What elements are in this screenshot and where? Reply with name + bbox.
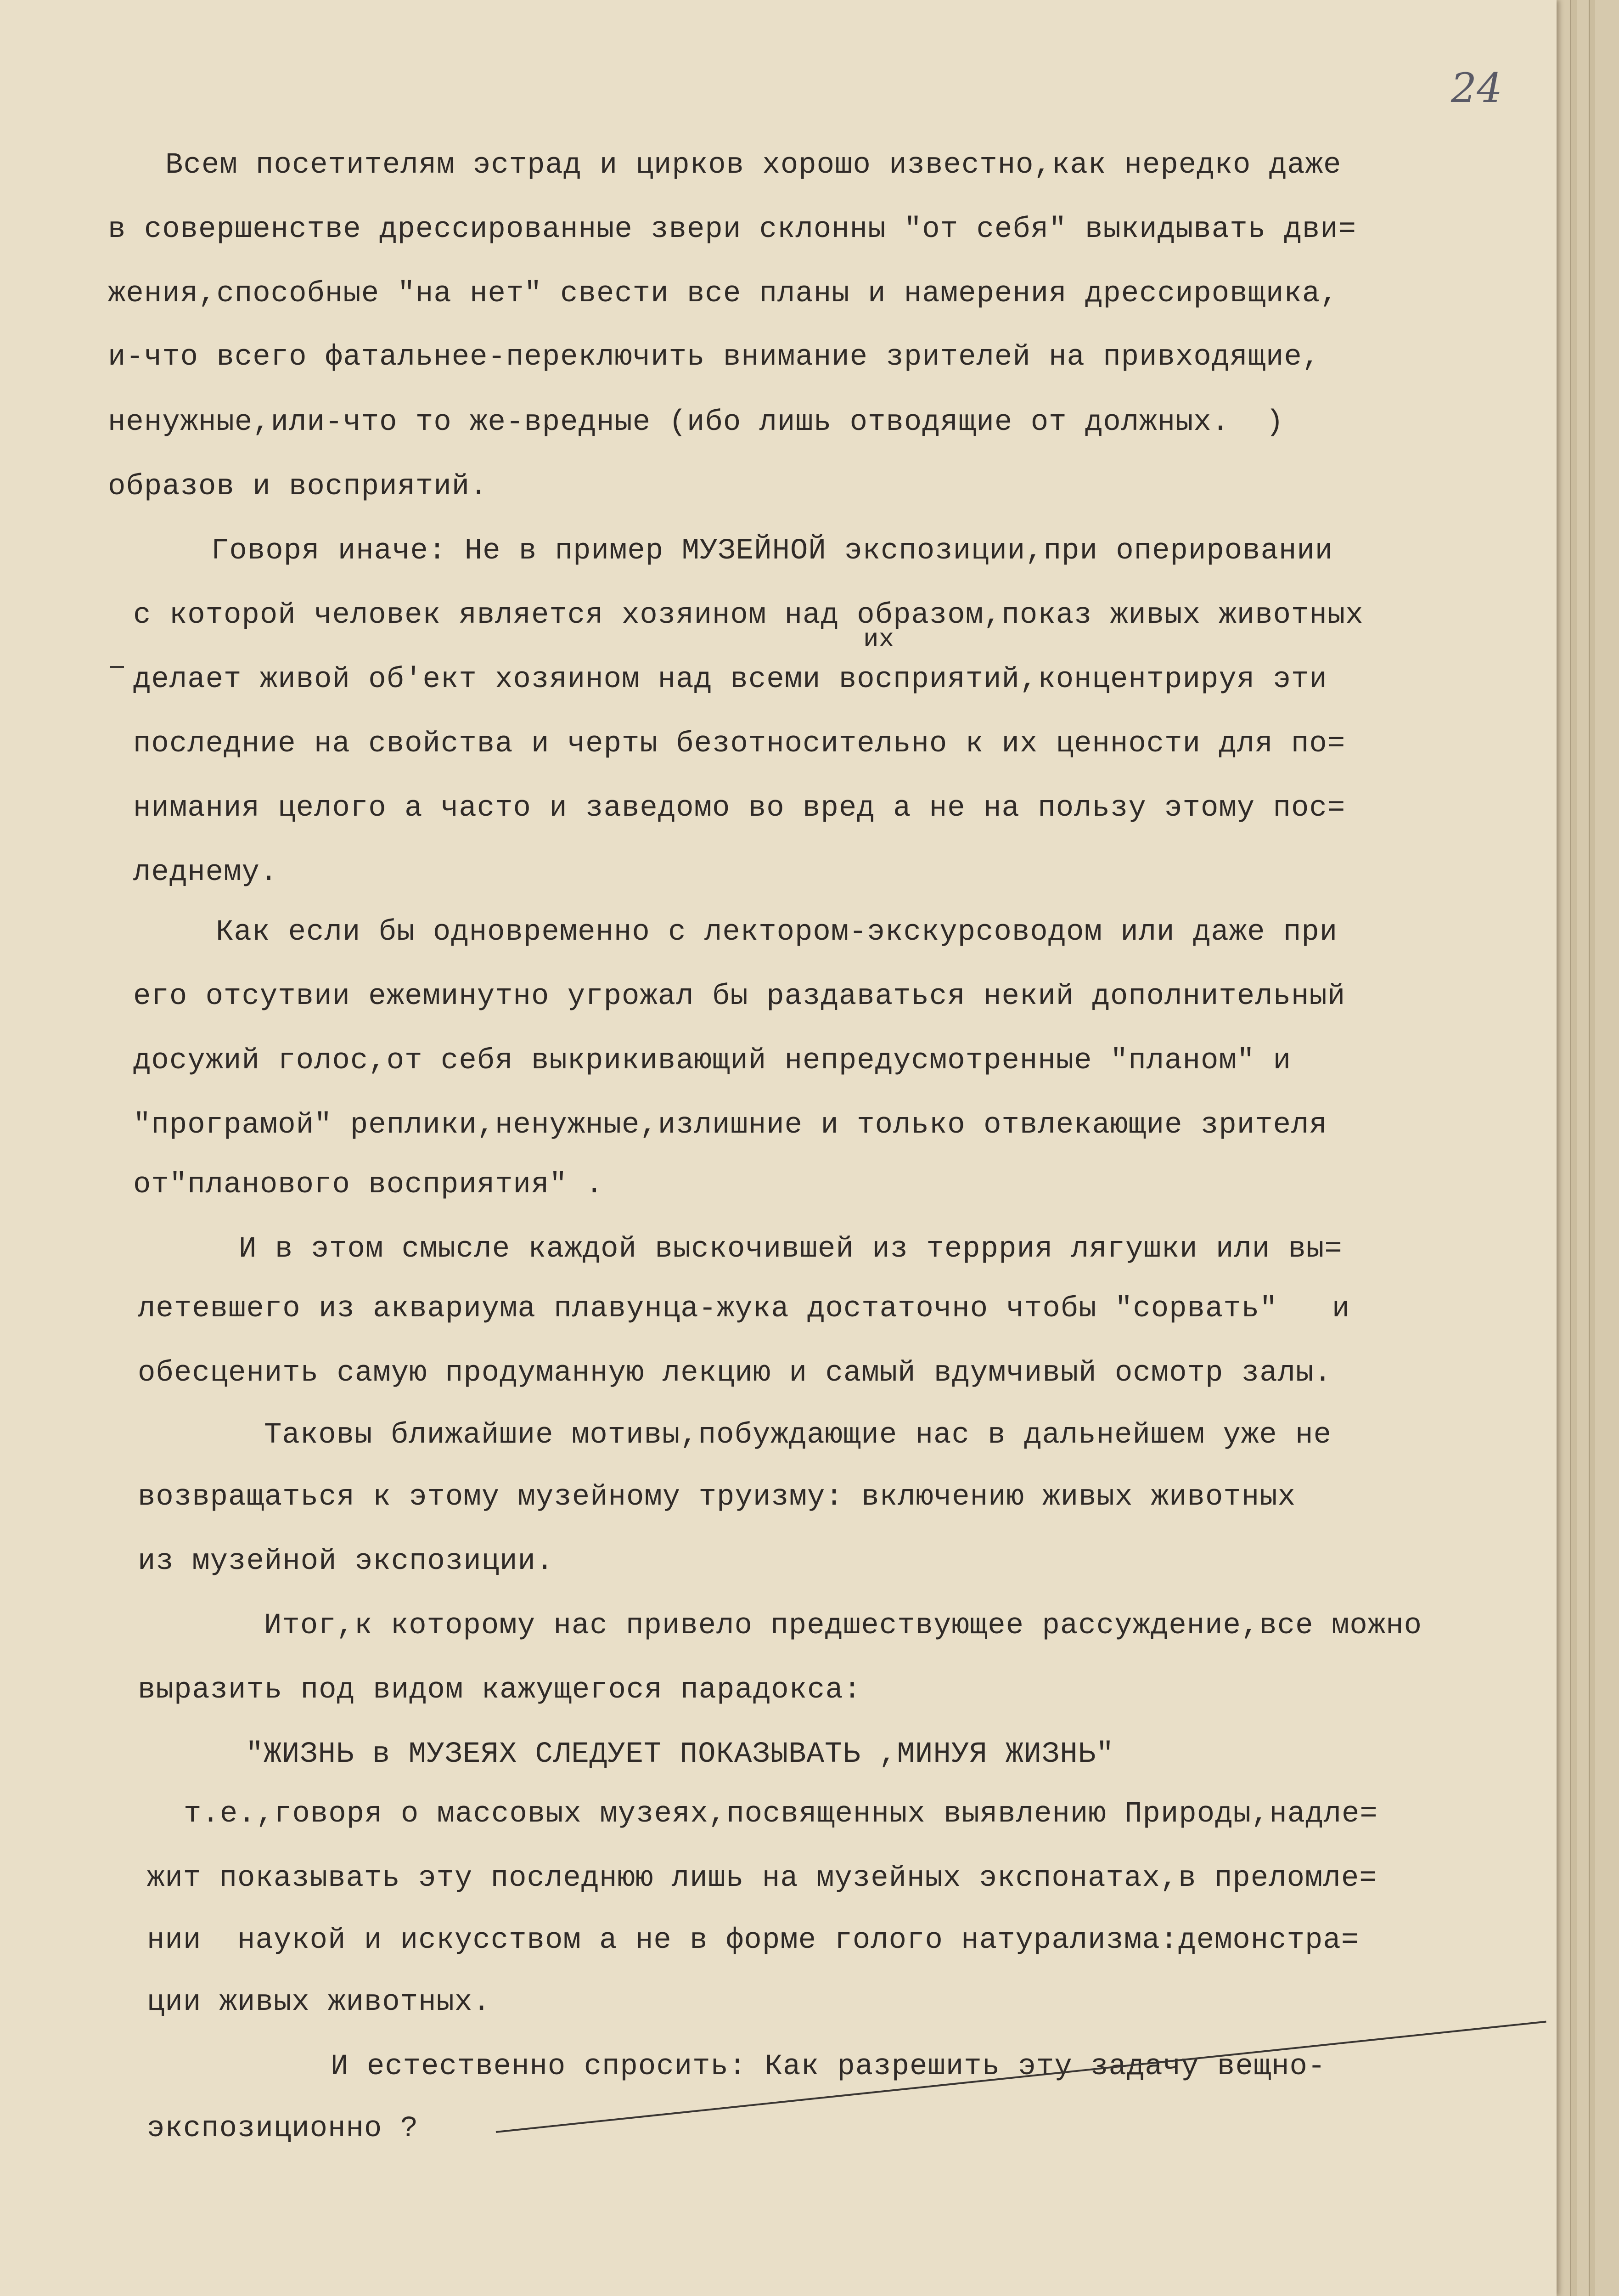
- handwritten-insertion: их: [863, 625, 894, 654]
- text-line: жит показывать эту последнюю лишь на музейных экспонатах,в преломле=: [147, 1862, 1377, 1895]
- text-line: летевшего из аквариума плавунца-жука достаточно чтобы "сорвать" и: [138, 1292, 1350, 1326]
- text-line: нии наукой и искусством а не в форме голого натурализма:демонстра=: [147, 1924, 1360, 1957]
- text-line: "програмой" реплики,ненужные,излишние и только отвлекающие зрителя: [133, 1109, 1327, 1142]
- text-line: И в этом смысле каждой выскочившей из терррия лягушки или вы=: [239, 1233, 1343, 1266]
- page-edge: [1570, 0, 1577, 2296]
- text-line: И естественно спросить: Как разрешить эту задачу вещно-: [331, 2050, 1326, 2083]
- text-line: Итог,к которому нас привело предшествующее рассуждение,все можно: [264, 1609, 1422, 1642]
- text-line: досужий голос,от себя выкрикивающий непредусмотренные "планом" и: [133, 1044, 1291, 1077]
- text-line: последние на свойства и черты безотносительно к их ценности для по=: [133, 728, 1346, 761]
- text-line: Таковы ближайшие мотивы,побуждающие нас в дальнейшем уже не: [264, 1419, 1332, 1452]
- text-line: выразить под видом кажущегося парадокса:: [138, 1674, 862, 1707]
- pen-stroke: [110, 666, 124, 668]
- text-line: т.е.,говоря о массовых музеях,посвященных выявлению Природы,надле=: [184, 1798, 1378, 1831]
- text-line: из музейной экспозиции.: [138, 1545, 554, 1578]
- text-line: и-что всего фатальнее-переключить внимание зрителей на привходящие,: [108, 341, 1321, 374]
- text-line: Всем посетителям эстрад и цирков хорошо известно,как нередко даже: [165, 149, 1342, 182]
- text-line: леднему.: [133, 856, 278, 889]
- text-line: ненужные,или-что то же-вредные (ибо лишь отводящие от должных. ): [108, 406, 1284, 439]
- text-line: делает живой об'ект хозяином над всеми восприятий,концентрируя эти: [133, 663, 1327, 696]
- text-line: в совершенстве дрессированные звери склонны "от себя" выкидывать дви=: [108, 213, 1357, 246]
- text-line: его отсутвии ежеминутно угрожал бы раздаваться некий дополнительный: [133, 980, 1346, 1013]
- text-line: образов и восприятий.: [108, 470, 488, 503]
- text-line: Как если бы одновременно с лектором-экскурсоводом или даже при: [216, 916, 1338, 949]
- text-line: "ЖИЗНЬ в МУЗЕЯХ СЛЕДУЕТ ПОКАЗЫВАТЬ ,МИНУЯ ЖИЗНЬ": [246, 1738, 1114, 1771]
- text-line: нимания целого а часто и заведомо во вред а не на пользу этому пос=: [133, 792, 1346, 825]
- page-edge: [1589, 0, 1595, 2296]
- text-line: ции живых животных.: [147, 1986, 491, 2019]
- text-line: возвращаться к этому музейному труизму: включению живых животных: [138, 1481, 1296, 1514]
- text-line: обесценить самую продуманную лекцию и самый вдумчивый осмотр залы.: [138, 1357, 1332, 1390]
- text-line: жения,способные "на нет" свести все планы и намерения дрессировщика,: [108, 277, 1338, 310]
- text-line: Говоря иначе: Не в пример МУЗЕЙНОЙ экспозиции,при оперировании: [211, 535, 1333, 568]
- text-line: с которой человек является хозяином над образом,показ живых животных: [133, 599, 1364, 632]
- page-number: 24: [1451, 64, 1502, 112]
- text-line: экспозиционно ?: [147, 2112, 419, 2145]
- text-line: от"планового восприятия" .: [133, 1168, 604, 1202]
